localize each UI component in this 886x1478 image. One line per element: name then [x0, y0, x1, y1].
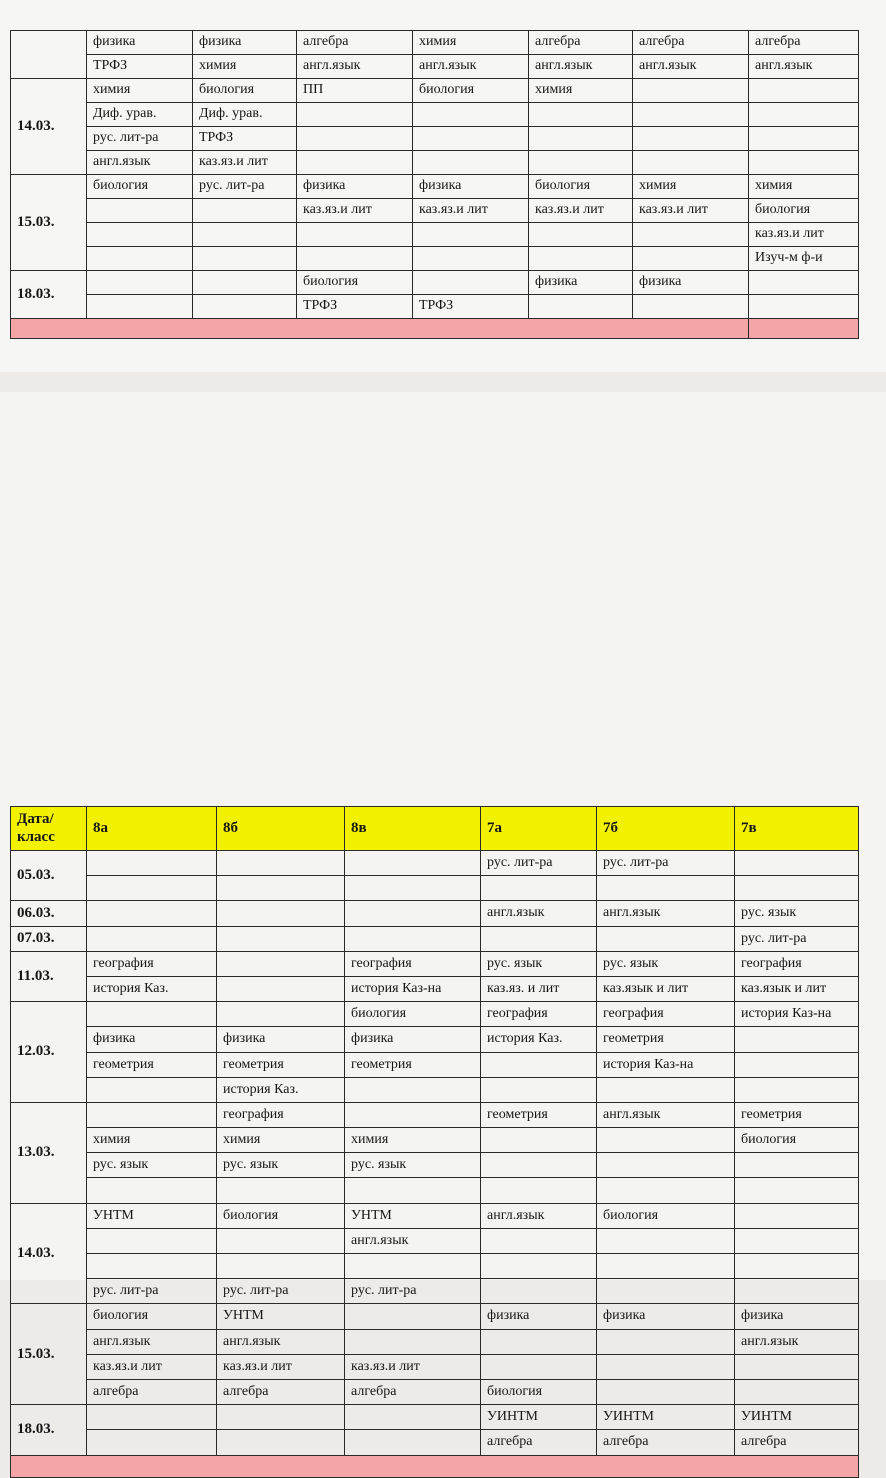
lesson-cell: география	[481, 1002, 597, 1027]
lesson-cell	[345, 926, 481, 951]
footer-cell	[749, 319, 859, 339]
lesson-cell	[345, 876, 481, 901]
lesson-cell	[87, 199, 193, 223]
lesson-cell	[749, 271, 859, 295]
lesson-cell: физика	[87, 1027, 217, 1052]
lesson-cell: физика	[193, 31, 297, 55]
table-row	[11, 223, 859, 247]
lesson-cell	[597, 1279, 735, 1304]
lesson-cell	[217, 951, 345, 976]
lesson-cell: англ.язык	[749, 55, 859, 79]
lesson-cell	[481, 1228, 597, 1253]
lesson-cell: география	[87, 951, 217, 976]
lesson-cell: англ.язык	[735, 1329, 859, 1354]
lesson-cell: алгебра	[529, 31, 633, 55]
top-page-fragment	[0, 0, 886, 372]
date-cell: 06.03.	[11, 901, 87, 926]
lesson-cell: англ.язык	[633, 55, 749, 79]
lesson-cell	[749, 151, 859, 175]
lesson-cell: УИНТМ	[735, 1405, 859, 1430]
lesson-cell: биология	[345, 1002, 481, 1027]
lesson-cell	[413, 271, 529, 295]
lesson-cell: Диф. урав.	[193, 103, 297, 127]
lesson-cell	[749, 79, 859, 103]
lesson-cell	[735, 1279, 859, 1304]
lesson-cell: химия	[633, 175, 749, 199]
table-row	[11, 247, 859, 271]
lesson-cell	[597, 1329, 735, 1354]
table-footer-row	[11, 1455, 859, 1477]
table-row	[11, 1228, 859, 1253]
lesson-cell: алгебра	[597, 1430, 735, 1455]
lesson-cell	[345, 1304, 481, 1329]
lesson-cell: Диф. урав.	[87, 103, 193, 127]
lesson-cell: англ.язык	[87, 1329, 217, 1354]
header-class: 7а	[481, 807, 597, 851]
lesson-cell	[529, 103, 633, 127]
lesson-cell: химия	[217, 1128, 345, 1153]
lesson-cell: рус. лит-ра	[597, 851, 735, 876]
lesson-cell	[597, 1379, 735, 1404]
lesson-cell: геометрия	[735, 1102, 859, 1127]
table-row	[11, 851, 859, 876]
lesson-cell: каз.язык и лит	[735, 976, 859, 1001]
lesson-cell: ТРФЗ	[297, 295, 413, 319]
lesson-cell	[87, 926, 217, 951]
lesson-cell	[217, 926, 345, 951]
lesson-cell	[217, 1228, 345, 1253]
table-row	[11, 1102, 859, 1127]
lesson-cell	[749, 127, 859, 151]
lesson-cell	[735, 1077, 859, 1102]
lesson-cell: биология	[413, 79, 529, 103]
lesson-cell: алгебра	[217, 1379, 345, 1404]
lesson-cell	[529, 223, 633, 247]
lesson-cell	[345, 901, 481, 926]
lesson-cell	[345, 1102, 481, 1127]
lesson-cell: рус. лит-ра	[193, 175, 297, 199]
lesson-cell: рус. язык	[217, 1153, 345, 1178]
date-cell	[11, 31, 87, 79]
lesson-cell	[297, 103, 413, 127]
lesson-cell	[481, 1153, 597, 1178]
lesson-cell: каз.язык и лит	[597, 976, 735, 1001]
lesson-cell: каз.яз. и лит	[481, 976, 597, 1001]
lesson-cell	[633, 79, 749, 103]
lesson-cell: УНТМ	[217, 1304, 345, 1329]
date-cell: 07.03.	[11, 926, 87, 951]
lesson-cell	[413, 247, 529, 271]
lesson-cell: история Каз-на	[597, 1052, 735, 1077]
lesson-cell	[87, 876, 217, 901]
table-row	[11, 271, 859, 295]
table-row	[11, 1178, 859, 1203]
lesson-cell: каз.яз.и лит	[217, 1354, 345, 1379]
lesson-cell: физика	[217, 1027, 345, 1052]
table-row	[11, 1052, 859, 1077]
lesson-cell	[633, 295, 749, 319]
lesson-cell	[87, 1002, 217, 1027]
lesson-cell	[87, 1102, 217, 1127]
header-class: 8в	[345, 807, 481, 851]
lesson-cell: каз.яз.и лит	[413, 199, 529, 223]
table-row	[11, 1077, 859, 1102]
lesson-cell	[297, 247, 413, 271]
lesson-cell	[481, 1329, 597, 1354]
lesson-cell	[735, 1228, 859, 1253]
lesson-cell	[735, 1178, 859, 1203]
lesson-cell: химия	[413, 31, 529, 55]
lesson-cell	[345, 1077, 481, 1102]
table-row	[11, 31, 859, 55]
lesson-cell: физика	[345, 1027, 481, 1052]
lesson-cell	[217, 1002, 345, 1027]
lesson-cell	[413, 127, 529, 151]
lesson-cell: УИНТМ	[597, 1405, 735, 1430]
lesson-cell	[735, 1354, 859, 1379]
table-row	[11, 1002, 859, 1027]
lesson-cell	[413, 151, 529, 175]
lesson-cell	[633, 103, 749, 127]
lesson-cell: рус. лит-ра	[87, 1279, 217, 1304]
schedule-table-bottom	[10, 806, 859, 1478]
lesson-cell	[87, 247, 193, 271]
lesson-cell	[193, 247, 297, 271]
lesson-cell: алгебра	[481, 1430, 597, 1455]
date-cell: 05.03.	[11, 851, 87, 901]
lesson-cell: ТРФЗ	[413, 295, 529, 319]
lesson-cell	[597, 1354, 735, 1379]
lesson-cell: алгебра	[633, 31, 749, 55]
lesson-cell: рус. лит-ра	[87, 127, 193, 151]
lesson-cell: каз.яз.и лит	[345, 1354, 481, 1379]
date-cell: 15.03.	[11, 175, 87, 271]
lesson-cell	[217, 851, 345, 876]
lesson-cell	[481, 876, 597, 901]
lesson-cell: англ.язык	[87, 151, 193, 175]
lesson-cell: география	[735, 951, 859, 976]
footer-cell	[11, 1455, 859, 1477]
lesson-cell	[193, 295, 297, 319]
lesson-cell	[345, 1254, 481, 1279]
lesson-cell	[735, 1254, 859, 1279]
lesson-cell	[87, 851, 217, 876]
lesson-cell: каз.яз.и лит	[529, 199, 633, 223]
lesson-cell: каз.яз.и лит	[87, 1354, 217, 1379]
lesson-cell	[735, 1027, 859, 1052]
lesson-cell	[481, 926, 597, 951]
lesson-cell	[481, 1279, 597, 1304]
lesson-cell	[345, 1178, 481, 1203]
date-cell: 14.03.	[11, 79, 87, 175]
date-cell: 18.03.	[11, 271, 87, 319]
lesson-cell: рус. язык	[87, 1153, 217, 1178]
lesson-cell: рус. язык	[345, 1153, 481, 1178]
lesson-cell	[597, 1128, 735, 1153]
table-row	[11, 1203, 859, 1228]
header-date-class: Дата/класс	[11, 807, 87, 851]
lesson-cell	[413, 223, 529, 247]
lesson-cell: алгебра	[87, 1379, 217, 1404]
lesson-cell	[481, 1077, 597, 1102]
lesson-cell: физика	[633, 271, 749, 295]
table-row	[11, 926, 859, 951]
lesson-cell	[481, 1354, 597, 1379]
lesson-cell	[87, 1254, 217, 1279]
lesson-cell: химия	[345, 1128, 481, 1153]
lesson-cell: химия	[193, 55, 297, 79]
lesson-cell: ПП	[297, 79, 413, 103]
lesson-cell: физика	[87, 31, 193, 55]
lesson-cell	[87, 1228, 217, 1253]
lesson-cell	[217, 1178, 345, 1203]
lesson-cell: география	[217, 1102, 345, 1127]
lesson-cell	[481, 1178, 597, 1203]
lesson-cell	[217, 1254, 345, 1279]
lesson-cell	[597, 926, 735, 951]
lesson-cell	[735, 876, 859, 901]
table-row	[11, 1279, 859, 1304]
lesson-cell	[87, 295, 193, 319]
lesson-cell: англ.язык	[481, 901, 597, 926]
table-row	[11, 55, 859, 79]
lesson-cell	[481, 1052, 597, 1077]
lesson-cell	[345, 1430, 481, 1455]
date-cell: 15.03.	[11, 1304, 87, 1405]
table-row	[11, 1354, 859, 1379]
lesson-cell	[87, 1405, 217, 1430]
date-cell: 14.03.	[11, 1203, 87, 1304]
table-row	[11, 1304, 859, 1329]
lesson-cell	[87, 223, 193, 247]
table-row	[11, 1379, 859, 1404]
lesson-cell	[217, 1430, 345, 1455]
lesson-cell: ТРФЗ	[193, 127, 297, 151]
lesson-cell	[297, 223, 413, 247]
lesson-cell	[217, 976, 345, 1001]
lesson-cell: физика	[735, 1304, 859, 1329]
lesson-cell	[633, 127, 749, 151]
lesson-cell	[633, 247, 749, 271]
lesson-cell: алгебра	[297, 31, 413, 55]
lesson-cell: биология	[597, 1203, 735, 1228]
lesson-cell: ТРФЗ	[87, 55, 193, 79]
lesson-cell: алгебра	[345, 1379, 481, 1404]
lesson-cell: англ.язык	[345, 1228, 481, 1253]
lesson-cell: рус. язык	[735, 901, 859, 926]
lesson-cell	[633, 223, 749, 247]
lesson-cell: каз.яз.и лит	[193, 151, 297, 175]
lesson-cell	[193, 199, 297, 223]
lesson-cell: рус. язык	[597, 951, 735, 976]
lesson-cell: химия	[529, 79, 633, 103]
table-row	[11, 1153, 859, 1178]
lesson-cell: геометрия	[217, 1052, 345, 1077]
lesson-cell: история Каз-на	[345, 976, 481, 1001]
lesson-cell	[529, 151, 633, 175]
lesson-cell: УНТМ	[345, 1203, 481, 1228]
lesson-cell	[413, 103, 529, 127]
lesson-cell: биология	[749, 199, 859, 223]
lesson-cell	[597, 1153, 735, 1178]
table-row	[11, 1254, 859, 1279]
lesson-cell	[87, 271, 193, 295]
lesson-cell: история Каз.	[87, 976, 217, 1001]
lesson-cell	[735, 1052, 859, 1077]
table-row	[11, 1027, 859, 1052]
lesson-cell: биология	[735, 1128, 859, 1153]
lesson-cell: Изуч-м ф-и	[749, 247, 859, 271]
lesson-cell: рус. лит-ра	[481, 851, 597, 876]
header-class: 8а	[87, 807, 217, 851]
table-row	[11, 1405, 859, 1430]
lesson-cell: геометрия	[345, 1052, 481, 1077]
date-cell: 13.03.	[11, 1102, 87, 1203]
table-row	[11, 151, 859, 175]
lesson-cell	[735, 851, 859, 876]
lesson-cell: история Каз.	[217, 1077, 345, 1102]
schedule-table-top	[10, 30, 859, 339]
lesson-cell: биология	[481, 1379, 597, 1404]
table-row	[11, 1128, 859, 1153]
lesson-cell	[597, 1178, 735, 1203]
lesson-cell	[481, 1128, 597, 1153]
lesson-cell: химия	[749, 175, 859, 199]
lesson-cell: история Каз.	[481, 1027, 597, 1052]
lesson-cell	[597, 876, 735, 901]
lesson-cell	[193, 271, 297, 295]
lesson-cell: физика	[529, 271, 633, 295]
lesson-cell: УНТМ	[87, 1203, 217, 1228]
lesson-cell: история Каз-на	[735, 1002, 859, 1027]
lesson-cell	[297, 151, 413, 175]
table-footer-row	[11, 319, 859, 339]
table-row	[11, 976, 859, 1001]
lesson-cell: геометрия	[597, 1027, 735, 1052]
lesson-cell	[735, 1379, 859, 1404]
lesson-cell: рус. лит-ра	[217, 1279, 345, 1304]
lesson-cell	[297, 127, 413, 151]
lesson-cell: биология	[529, 175, 633, 199]
lesson-cell	[529, 247, 633, 271]
header-class: 7в	[735, 807, 859, 851]
lesson-cell	[735, 1153, 859, 1178]
lesson-cell	[87, 1430, 217, 1455]
lesson-cell: англ.язык	[217, 1329, 345, 1354]
lesson-cell: англ.язык	[413, 55, 529, 79]
lesson-cell: физика	[597, 1304, 735, 1329]
lesson-cell	[345, 1405, 481, 1430]
table-row	[11, 295, 859, 319]
lesson-cell: рус. лит-ра	[735, 926, 859, 951]
lesson-cell: УИНТМ	[481, 1405, 597, 1430]
lesson-cell	[481, 1254, 597, 1279]
lesson-cell: англ.язык	[597, 1102, 735, 1127]
header-class: 8б	[217, 807, 345, 851]
lesson-cell: физика	[297, 175, 413, 199]
table-row	[11, 199, 859, 223]
table-row	[11, 876, 859, 901]
lesson-cell	[87, 1178, 217, 1203]
lesson-cell: англ.язык	[481, 1203, 597, 1228]
table-row	[11, 1329, 859, 1354]
lesson-cell: биология	[217, 1203, 345, 1228]
lesson-cell	[597, 1254, 735, 1279]
lesson-cell: англ.язык	[297, 55, 413, 79]
lesson-cell	[749, 295, 859, 319]
date-cell: 11.03.	[11, 951, 87, 1001]
lesson-cell: каз.яз.и лит	[297, 199, 413, 223]
lesson-cell: химия	[87, 79, 193, 103]
date-cell: 12.03.	[11, 1002, 87, 1103]
table-row	[11, 79, 859, 103]
lesson-cell: англ.язык	[597, 901, 735, 926]
bottom-page	[0, 392, 886, 1450]
lesson-cell: каз.яз.и лит	[633, 199, 749, 223]
lesson-cell: география	[345, 951, 481, 976]
lesson-cell	[735, 1203, 859, 1228]
lesson-cell	[633, 151, 749, 175]
lesson-cell: англ.язык	[529, 55, 633, 79]
lesson-cell	[597, 1077, 735, 1102]
lesson-cell	[217, 876, 345, 901]
lesson-cell: рус. лит-ра	[345, 1279, 481, 1304]
lesson-cell	[597, 1228, 735, 1253]
lesson-cell: география	[597, 1002, 735, 1027]
lesson-cell: биология	[87, 175, 193, 199]
table-row	[11, 103, 859, 127]
lesson-cell	[217, 901, 345, 926]
lesson-cell: физика	[413, 175, 529, 199]
lesson-cell: биология	[87, 1304, 217, 1329]
lesson-cell: рус. язык	[481, 951, 597, 976]
lesson-cell: алгебра	[749, 31, 859, 55]
table-row	[11, 1430, 859, 1455]
lesson-cell: алгебра	[735, 1430, 859, 1455]
lesson-cell	[217, 1405, 345, 1430]
lesson-cell	[529, 295, 633, 319]
lesson-cell	[529, 127, 633, 151]
lesson-cell	[345, 1329, 481, 1354]
lesson-cell: биология	[297, 271, 413, 295]
table-row	[11, 951, 859, 976]
lesson-cell	[193, 223, 297, 247]
lesson-cell: химия	[87, 1128, 217, 1153]
date-cell: 18.03.	[11, 1405, 87, 1455]
lesson-cell: геометрия	[87, 1052, 217, 1077]
lesson-cell	[749, 103, 859, 127]
header-class: 7б	[597, 807, 735, 851]
lesson-cell	[87, 901, 217, 926]
footer-cell	[11, 319, 749, 339]
table-row	[11, 901, 859, 926]
header-row	[11, 807, 859, 851]
lesson-cell	[345, 851, 481, 876]
lesson-cell: биология	[193, 79, 297, 103]
lesson-cell: геометрия	[481, 1102, 597, 1127]
table-row	[11, 175, 859, 199]
lesson-cell: физика	[481, 1304, 597, 1329]
table-row	[11, 127, 859, 151]
lesson-cell: каз.яз.и лит	[749, 223, 859, 247]
lesson-cell	[87, 1077, 217, 1102]
